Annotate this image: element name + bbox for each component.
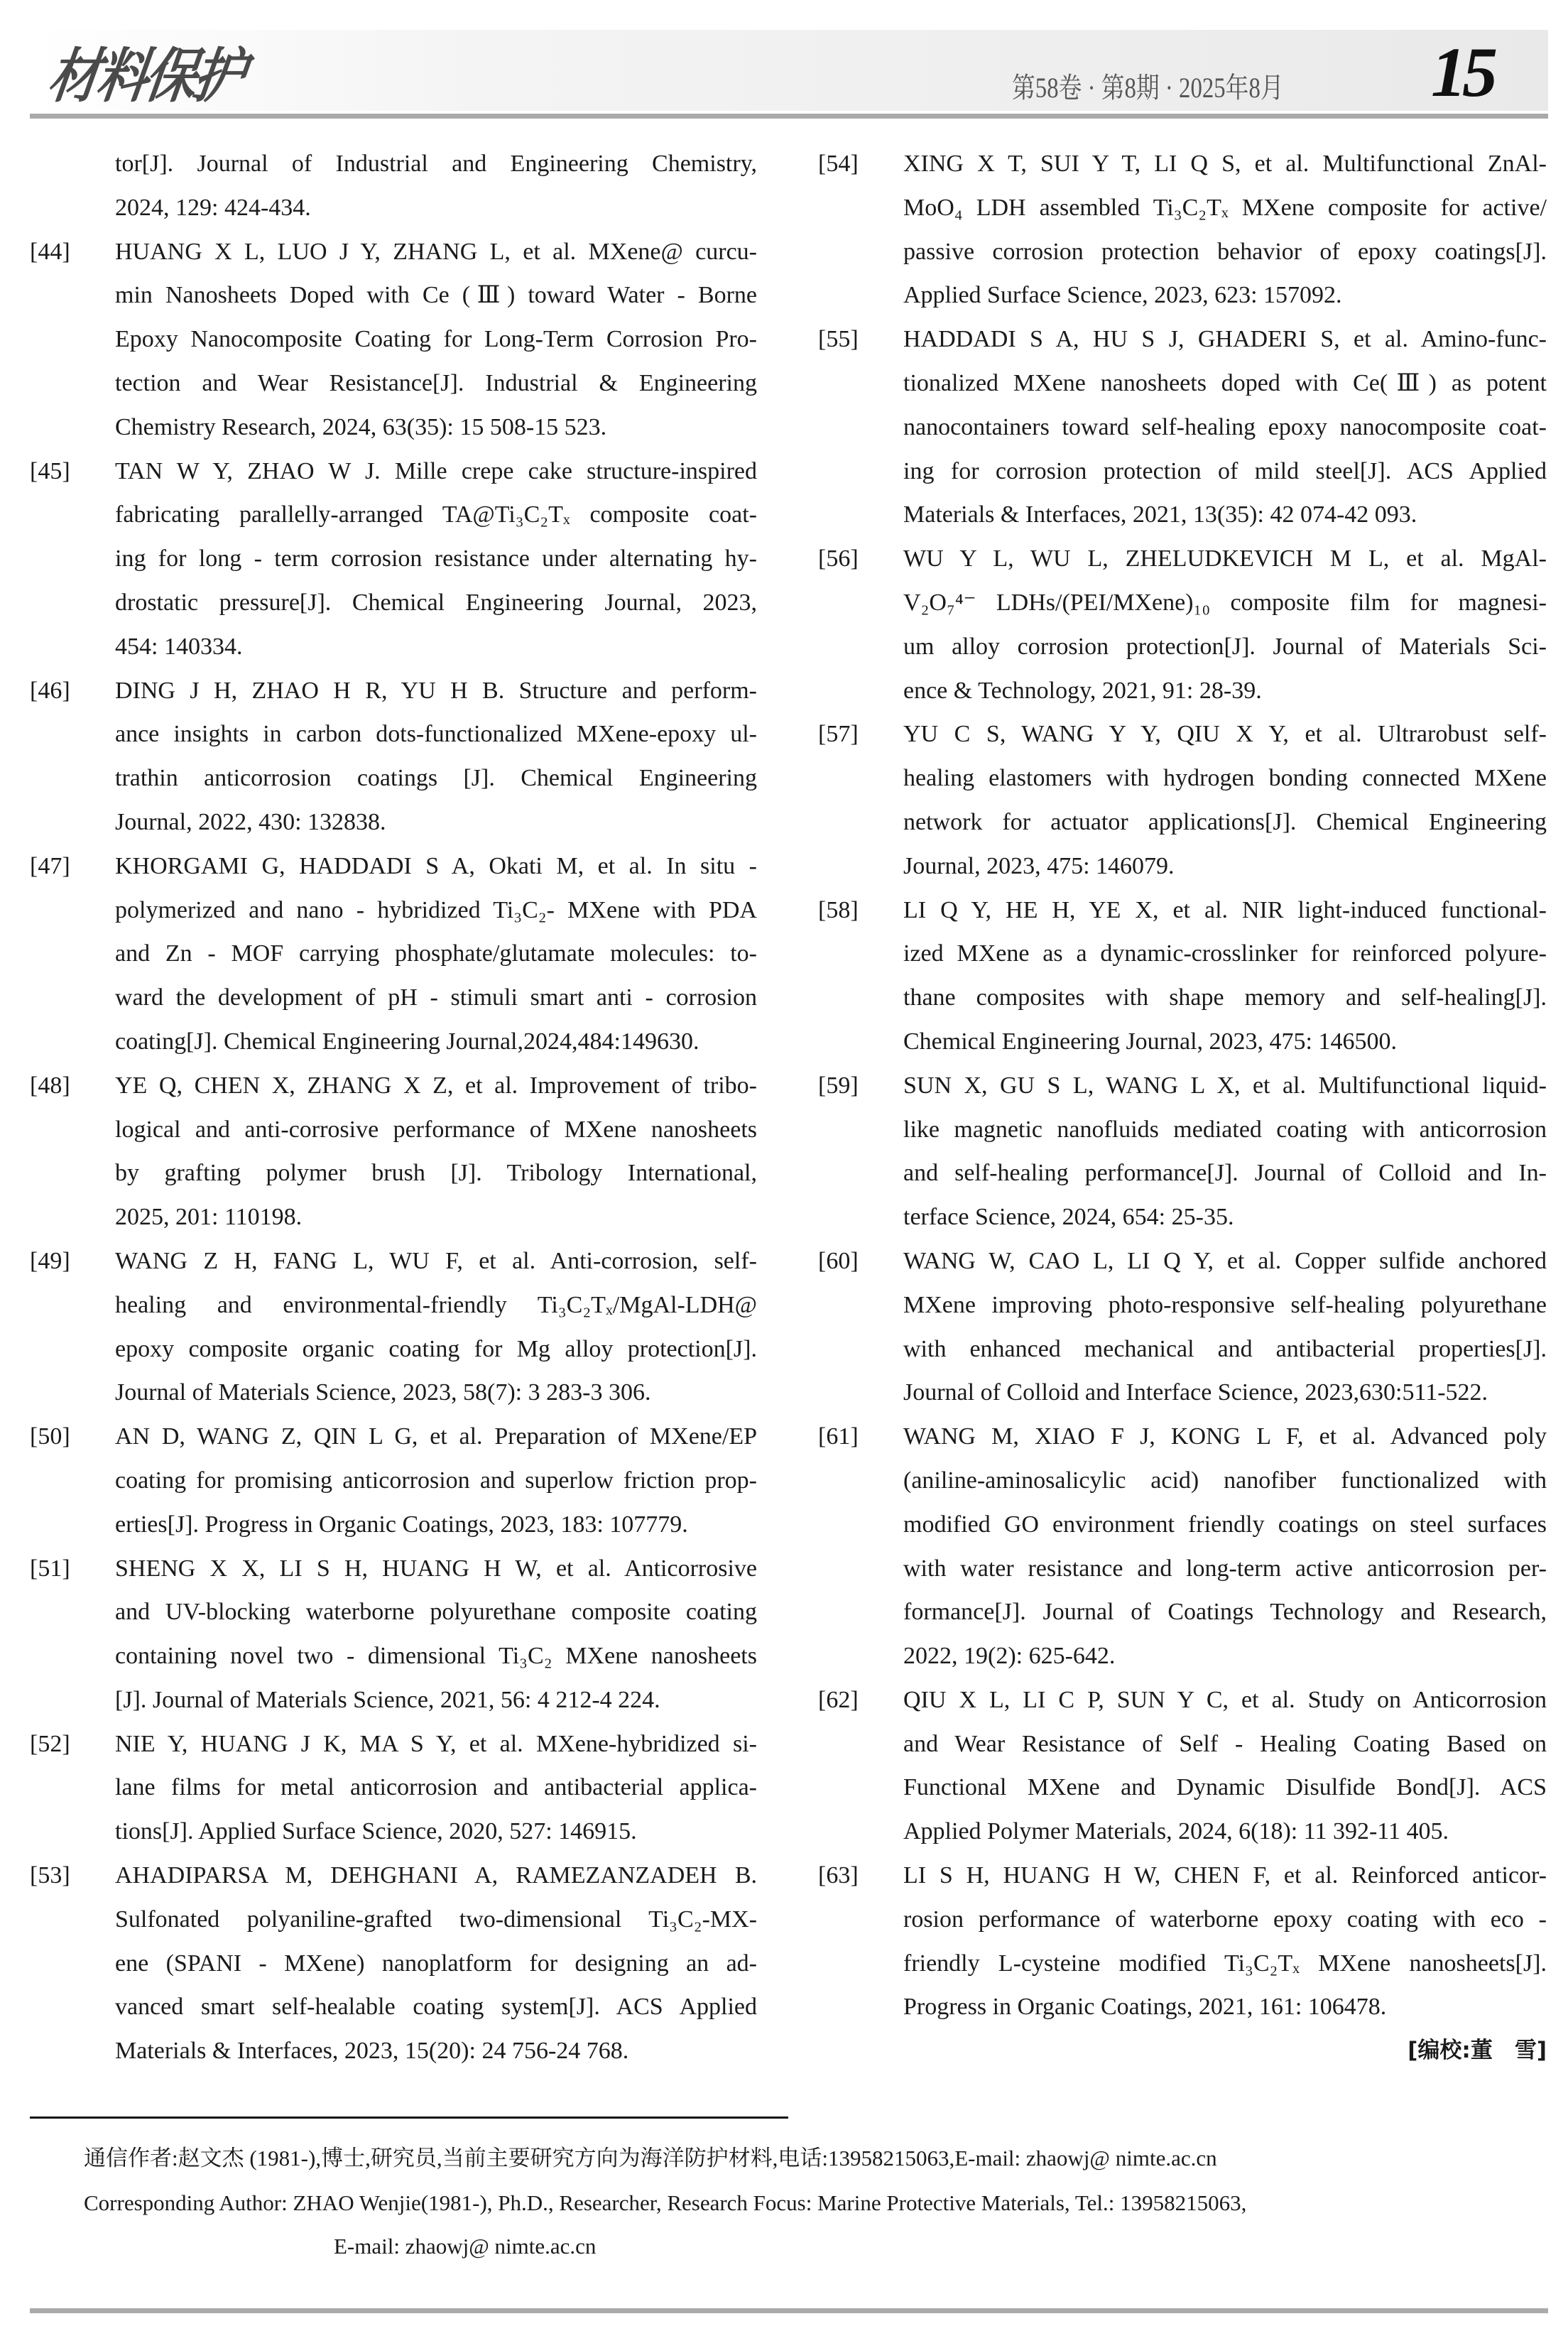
reference-text-line: Materials & Interfaces, 2021, 13(35): 42 074-42 093. — [903, 501, 1417, 528]
reference-entry — [30, 1854, 757, 2073]
reference-entry — [818, 1239, 1547, 1415]
reference-number: [45] — [30, 457, 70, 484]
reference-text-line: HADDADI S A, HU S J, GHADERI S, et al. Amino-func- — [903, 326, 1547, 353]
reference-text-line: with water resistance and long-term active anticorrosion per- — [903, 1555, 1547, 1582]
reference-text-line: Chemistry Research, 2024, 63(35): 15 508-15 523. — [115, 413, 607, 440]
reference-text-line: LI Q Y, HE H, YE X, et al. NIR light-induced functional- — [903, 896, 1547, 923]
reference-text-line: YU C S, WANG Y Y, QIU X Y, et al. Ultrarobust self- — [903, 721, 1547, 748]
reference-text-line: erties[J]. Progress in Organic Coatings, 2023, 183: 107779. — [115, 1511, 688, 1538]
reference-text-line: polymerized and nano - hybridized Ti₃C₂- MXene with PDA — [115, 896, 757, 923]
references-left-column — [30, 142, 757, 2073]
reference-text-line: with enhanced mechanical and antibacterial properties[J]. — [903, 1335, 1547, 1362]
reference-text-line: containing novel two - dimensional Ti₃C₂ MXene nanosheets — [115, 1643, 757, 1670]
reference-number: [44] — [30, 238, 70, 265]
reference-entry — [30, 1064, 757, 1239]
reference-text-line: vanced smart self-healable coating system[J]. ACS Applied — [115, 1994, 757, 2021]
reference-text-line: and UV-blocking waterborne polyurethane composite coating — [115, 1599, 757, 1626]
reference-text-line: trathin anticorrosion coatings [J]. Chemical Engineering — [115, 765, 757, 792]
reference-text-line: 454: 140334. — [115, 633, 243, 660]
reference-entry — [818, 889, 1547, 1064]
reference-text-line: coating[J]. Chemical Engineering Journal,2024,484:149630. — [115, 1028, 699, 1055]
reference-text-line: WANG M, XIAO F J, KONG L F, et al. Advanced poly — [903, 1423, 1547, 1450]
reference-text-line: drostatic pressure[J]. Chemical Engineering Journal, 2023, — [115, 589, 757, 616]
reference-number: [57] — [818, 721, 859, 748]
reference-text-line: coating for promising anticorrosion and superlow friction prop- — [115, 1467, 757, 1494]
reference-number: [47] — [30, 852, 70, 879]
reference-text-line: TAN W Y, ZHAO W J. Mille crepe cake structure-inspired — [115, 457, 757, 484]
reference-text-line: WANG W, CAO L, LI Q Y, et al. Copper sulfide anchored — [903, 1247, 1547, 1274]
reference-text-line: 2025, 201: 110198. — [115, 1204, 303, 1231]
reference-text-line: MXene improving photo-responsive self-healing polyurethane — [903, 1291, 1547, 1318]
reference-text-line: SUN X, GU S L, WANG L X, et al. Multifunctional liquid- — [903, 1072, 1547, 1099]
reference-text-line: 2024, 129: 424-434. — [115, 194, 311, 221]
reference-text-line: SHENG X X, LI S H, HUANG H W, et al. Anticorrosive — [115, 1555, 757, 1582]
reference-entry — [818, 142, 1547, 317]
reference-text-line: LI S H, HUANG H W, CHEN F, et al. Reinforced anticor- — [903, 1862, 1547, 1889]
reference-text-line: thane composites with shape memory and self-healing[J]. — [903, 984, 1547, 1011]
reference-text-line: [J]. Journal of Materials Science, 2021, 56: 4 212-4 224. — [115, 1686, 660, 1713]
reference-entry — [30, 1239, 757, 1415]
reference-entry — [818, 317, 1547, 537]
reference-text-line: ing for corrosion protection of mild steel[J]. ACS Applied — [903, 457, 1547, 484]
reference-text-line: passive corrosion protection behavior of epoxy coatings[J]. — [903, 238, 1547, 265]
reference-text-line: WANG Z H, FANG L, WU F, et al. Anti-corrosion, self- — [115, 1247, 757, 1274]
page-number: 15 — [1431, 33, 1493, 112]
reference-text-line: Journal of Colloid and Interface Science, 2023,630:511-522. — [903, 1379, 1488, 1406]
reference-text-line: Chemical Engineering Journal, 2023, 475: 146500. — [903, 1028, 1397, 1055]
reference-number: [51] — [30, 1555, 70, 1582]
reference-text-line: tection and Wear Resistance[J]. Industrial & Engineering — [115, 369, 757, 396]
reference-text-line: HUANG X L, LUO J Y, ZHANG L, et al. MXene@ curcu- — [115, 238, 757, 265]
reference-entry — [30, 669, 757, 844]
reference-text-line: Progress in Organic Coatings, 2021, 161: 106478. — [903, 1994, 1387, 2021]
reference-text-line: Sulfonated polyaniline-grafted two-dimensional Ti₃C₂-MX- — [115, 1906, 757, 1933]
reference-text-line: and Wear Resistance of Self - Healing Coating Based on — [903, 1730, 1547, 1757]
reference-entry — [30, 450, 757, 669]
reference-text-line: um alloy corrosion protection[J]. Journal of Materials Sci- — [903, 633, 1547, 660]
reference-text-line: NIE Y, HUANG J K, MA S Y, et al. MXene-hybridized si- — [115, 1730, 757, 1757]
references-right-column — [818, 142, 1547, 2073]
reference-number: [61] — [818, 1423, 859, 1450]
reference-text-line: logical and anti-corrosive performance of MXene nanosheets — [115, 1116, 757, 1143]
issue-info: 第58卷 · 第8期 · 2025年8月 — [1012, 72, 1284, 104]
corresponding-author-email: E-mail: zhaowj@ nimte.ac.cn — [334, 2234, 597, 2259]
reference-text-line: XING X T, SUI Y T, LI Q S, et al. Multifunctional ZnAl- — [903, 151, 1547, 177]
reference-text-line: ene (SPANI - MXene) nanoplatform for designing an ad- — [115, 1950, 757, 1977]
reference-entry — [30, 1415, 757, 1546]
reference-text-line: modified GO environment friendly coatings on steel surfaces — [903, 1511, 1547, 1538]
reference-number: [52] — [30, 1730, 70, 1757]
reference-text-line: and Zn - MOF carrying phosphate/glutamate molecules: to- — [115, 940, 757, 967]
reference-text-line: Journal, 2022, 430: 132838. — [115, 808, 386, 835]
reference-text-line: lane films for metal anticorrosion and antibacterial applica- — [115, 1774, 757, 1801]
reference-number: [53] — [30, 1862, 70, 1889]
reference-entry — [818, 712, 1547, 888]
running-header — [30, 30, 1548, 111]
reference-text-line: nanocontainers toward self-healing epoxy nanocomposite coat- — [903, 413, 1547, 440]
reference-number: [48] — [30, 1072, 70, 1099]
reference-text-line: fabricating parallelly-arranged TA@Ti₃C₂Tₓ composite coat- — [115, 501, 757, 528]
footnote-divider — [30, 2117, 788, 2119]
reference-text-line: ance insights in carbon dots-functionalized MXene-epoxy ul- — [115, 721, 757, 748]
header-divider — [30, 114, 1548, 119]
reference-number: [60] — [818, 1247, 859, 1274]
reference-entry — [818, 1064, 1547, 1239]
journal-logo: 材料保护 — [44, 40, 247, 111]
reference-text-line: KHORGAMI G, HADDADI S A, Okati M, et al. In situ - — [115, 852, 757, 879]
reference-text-line: YE Q, CHEN X, ZHANG X Z, et al. Improvement of tribo- — [115, 1072, 757, 1099]
reference-number: [50] — [30, 1423, 70, 1450]
reference-number: [63] — [818, 1862, 859, 1889]
reference-text-line: by grafting polymer brush [J]. Tribology International, — [115, 1160, 757, 1187]
reference-entry — [818, 1415, 1547, 1678]
reference-text-line: tions[J]. Applied Surface Science, 2020, 527: 146915. — [115, 1818, 637, 1845]
reference-text-line: Functional MXene and Dynamic Disulfide Bond[J]. ACS — [903, 1774, 1547, 1801]
reference-text-line: terface Science, 2024, 654: 25-35. — [903, 1204, 1234, 1231]
reference-text-line: AHADIPARSA M, DEHGHANI A, RAMEZANZADEH B. — [115, 1862, 757, 1889]
reference-text-line: ized MXene as a dynamic-crosslinker for reinforced polyure- — [903, 940, 1547, 967]
reference-text-line: MoO₄ LDH assembled Ti₃C₂Tₓ MXene composite for active/ — [903, 194, 1547, 221]
footer-divider — [30, 2308, 1548, 2313]
reference-text-line: Journal of Materials Science, 2023, 58(7): 3 283-3 306. — [115, 1379, 651, 1406]
reference-text-line: Applied Polymer Materials, 2024, 6(18): 11 392-11 405. — [903, 1818, 1449, 1845]
reference-text-line: min Nanosheets Doped with Ce (Ⅲ) toward Water - Borne — [115, 282, 757, 309]
reference-number: [55] — [818, 326, 859, 353]
reference-text-line: Applied Surface Science, 2023, 623: 157092. — [903, 282, 1342, 309]
reference-entry — [818, 1678, 1547, 1854]
reference-text-line: rosion performance of waterborne epoxy coating with eco - — [903, 1906, 1547, 1933]
reference-entry — [30, 1547, 757, 1722]
reference-text-line: healing and environmental-friendly Ti₃C₂Tₓ/MgAl-LDH@ — [115, 1291, 757, 1318]
reference-text-line: AN D, WANG Z, QIN L G, et al. Preparation of MXene/EP — [115, 1423, 757, 1450]
reference-text-line: and self-healing performance[J]. Journal of Colloid and In- — [903, 1160, 1547, 1187]
reference-text-line: DING J H, ZHAO H R, YU H B. Structure and perform- — [115, 677, 757, 704]
reference-text-line: (aniline-aminosalicylic acid) nanofiber functionalized with — [903, 1467, 1547, 1494]
reference-text-line: Journal, 2023, 475: 146079. — [903, 852, 1175, 879]
reference-number: [46] — [30, 677, 70, 704]
reference-number: [59] — [818, 1072, 859, 1099]
reference-text-line: friendly L-cysteine modified Ti₃C₂Tₓ MXene nanosheets[J]. — [903, 1950, 1547, 1977]
reference-text-line: ing for long - term corrosion resistance under alternating hy- — [115, 545, 757, 572]
reference-number: [49] — [30, 1247, 70, 1274]
reference-entry — [30, 1722, 757, 1854]
reference-text-line: ward the development of pH - stimuli smart anti - corrosion — [115, 984, 757, 1011]
reference-number: [56] — [818, 545, 859, 572]
reference-entry — [30, 142, 757, 230]
reference-text-line: WU Y L, WU L, ZHELUDKEVICH M L, et al. MgAl- — [903, 545, 1547, 572]
reference-number: [62] — [818, 1686, 859, 1713]
reference-entry — [30, 844, 757, 1064]
corresponding-author-cn: 通信作者:赵文杰 (1981-),博士,研究员,当前主要研究方向为海洋防护材料,电话:13958215063,E-mail: zhaowj@ nimte.ac.cn — [84, 2146, 1217, 2170]
editor-note: [编校:董 雪] — [1408, 2038, 1547, 2064]
reference-text-line: QIU X L, LI C P, SUN Y C, et al. Study on Anticorrosion — [903, 1686, 1547, 1713]
reference-text-line: healing elastomers with hydrogen bonding connected MXene — [903, 765, 1547, 792]
reference-text-line: formance[J]. Journal of Coatings Technology and Research, — [903, 1599, 1547, 1626]
reference-text-line: tionalized MXene nanosheets doped with Ce(Ⅲ) as potent — [903, 369, 1547, 396]
reference-number: [58] — [818, 896, 859, 923]
corresponding-author-en: Corresponding Author: ZHAO Wenjie(1981-), Ph.D., Researcher, Research Focus: Marine Protective Materials, Tel.: 13958215063, — [84, 2190, 1247, 2215]
reference-entry — [818, 1854, 1547, 2029]
reference-text-line: network for actuator applications[J]. Chemical Engineering — [903, 808, 1547, 835]
reference-text-line: 2022, 19(2): 625-642. — [903, 1643, 1116, 1670]
reference-text-line: like magnetic nanofluids mediated coating with anticorrosion — [903, 1116, 1547, 1143]
reference-text-line: ence & Technology, 2021, 91: 28-39. — [903, 677, 1262, 704]
reference-entry — [818, 537, 1547, 712]
reference-text-line: Epoxy Nanocomposite Coating for Long-Term Corrosion Pro- — [115, 326, 757, 353]
reference-text-line: tor[J]. Journal of Industrial and Engineering Chemistry, — [115, 151, 757, 177]
reference-text-line: Materials & Interfaces, 2023, 15(20): 24 756-24 768. — [115, 2038, 629, 2065]
reference-entry — [30, 230, 757, 450]
reference-number: [54] — [818, 151, 859, 177]
reference-text-line: V₂O₇⁴⁻ LDHs/(PEI/MXene)₁₀ composite film for magnesi- — [903, 589, 1547, 616]
reference-text-line: epoxy composite organic coating for Mg alloy protection[J]. — [115, 1335, 757, 1362]
